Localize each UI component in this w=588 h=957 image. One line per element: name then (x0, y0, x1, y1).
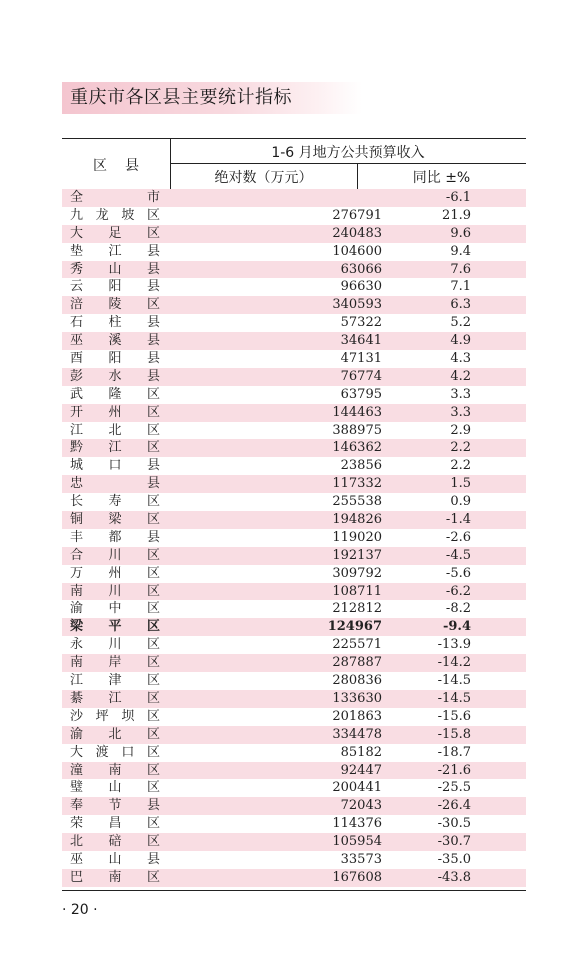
table-body (62, 189, 526, 887)
yoy-value: 5.2 (450, 315, 471, 331)
district-name: 大 足 区 (70, 225, 160, 241)
absolute-value: 334478 (332, 726, 382, 742)
district-name: 巫 溪 县 (70, 333, 160, 349)
absolute-value: 255538 (332, 494, 382, 510)
table-row (62, 493, 526, 511)
district-name: 璧 山 区 (70, 780, 160, 796)
district-name: 巫 山 县 (70, 851, 160, 867)
table-row (62, 350, 526, 368)
table-row (62, 386, 526, 404)
district-name: 垫 江 县 (70, 243, 160, 259)
table-row (62, 618, 526, 636)
district-name: 南 川 区 (70, 583, 160, 599)
yoy-value: -30.7 (437, 834, 471, 850)
district-name: 石 柱 县 (70, 315, 160, 331)
yoy-value: 9.6 (450, 225, 471, 241)
district-name: 渝 北 区 (70, 726, 160, 742)
yoy-value: 4.9 (450, 333, 471, 349)
district-name: 长 寿 区 (70, 494, 160, 510)
yoy-value: -5.6 (445, 565, 471, 581)
absolute-value: 194826 (332, 512, 382, 528)
table-row (62, 207, 526, 225)
district-name: 涪 陵 区 (70, 297, 160, 313)
yoy-value: -21.6 (437, 762, 471, 778)
absolute-value: 105954 (332, 834, 382, 850)
yoy-value: -4.5 (445, 547, 471, 563)
table-row (62, 779, 526, 797)
yoy-value: -13.9 (437, 637, 471, 653)
yoy-value: -9.4 (442, 619, 471, 635)
yoy-value: 3.3 (450, 386, 471, 402)
absolute-value: 287887 (332, 655, 382, 671)
absolute-value: 76774 (340, 368, 382, 384)
district-name: 綦 江 区 (70, 690, 160, 706)
table-row (62, 815, 526, 833)
yoy-value: 21.9 (442, 207, 471, 223)
yoy-value: -14.2 (437, 655, 471, 671)
yoy-value: -1.4 (445, 512, 471, 528)
district-name: 云 阳 县 (70, 279, 160, 295)
yoy-value: -18.7 (437, 744, 471, 760)
table-row (62, 547, 526, 565)
table-row (62, 672, 526, 690)
yoy-value: -6.2 (445, 583, 471, 599)
table-bottom-rule (62, 890, 526, 891)
absolute-value: 144463 (332, 404, 382, 420)
absolute-value: 96630 (340, 279, 382, 295)
header-yoy: 同比 ±% (412, 170, 471, 186)
absolute-value: 63795 (340, 386, 382, 402)
yoy-value: -43.8 (437, 869, 471, 885)
district-name: 开 州 区 (70, 404, 160, 420)
yoy-value: 3.3 (450, 404, 471, 420)
district-name: 渝 中 区 (70, 601, 160, 617)
header-absolute: 绝对数（万元） (214, 170, 313, 186)
absolute-value: 201863 (332, 708, 382, 724)
page-number: · 20 · (62, 902, 98, 918)
district-name: 巴 南 区 (70, 869, 160, 885)
table-row (62, 404, 526, 422)
yoy-value: 9.4 (450, 243, 471, 259)
table-row (62, 529, 526, 547)
table-row (62, 851, 526, 869)
yoy-value: -26.4 (437, 798, 471, 814)
absolute-value: 212812 (332, 601, 382, 617)
district-name: 北 碚 区 (70, 834, 160, 850)
yoy-value: -15.6 (437, 708, 471, 724)
table-top-rule (62, 138, 526, 139)
absolute-value: 225571 (332, 637, 382, 653)
district-name: 南 岸 区 (70, 655, 160, 671)
yoy-value: 4.3 (450, 351, 471, 367)
table-row (62, 314, 526, 332)
absolute-value: 146362 (332, 440, 382, 456)
header-divider-rule (170, 163, 526, 164)
district-name: 全 市 (70, 190, 160, 205)
absolute-value: 104600 (332, 243, 382, 259)
absolute-value: 124967 (327, 619, 382, 635)
table-row (62, 869, 526, 887)
district-name: 潼 南 区 (70, 762, 160, 778)
table-row (62, 797, 526, 815)
yoy-value: -8.2 (445, 601, 471, 617)
district-name: 万 州 区 (70, 565, 160, 581)
yoy-value: 2.9 (450, 422, 471, 438)
yoy-value: 2.2 (450, 458, 471, 474)
table-row (62, 332, 526, 350)
table-row (62, 368, 526, 386)
yoy-value: -14.5 (437, 690, 471, 706)
page-title: 重庆市各区县主要统计指标 (70, 87, 292, 108)
table-row (62, 762, 526, 780)
district-name: 江 津 区 (70, 673, 160, 689)
absolute-value: 34641 (340, 333, 382, 349)
district-name: 江 北 区 (70, 422, 160, 438)
district-name: 秀 山 县 (70, 261, 160, 277)
table-row (62, 278, 526, 296)
table-row (62, 243, 526, 261)
absolute-value: 47131 (340, 351, 382, 367)
absolute-value: 108711 (332, 583, 382, 599)
yoy-value: -35.0 (437, 851, 471, 867)
table-row (62, 457, 526, 475)
header-district: 区县 (93, 158, 157, 174)
district-name: 沙 坪 坝 区 (70, 708, 160, 724)
absolute-value: 276791 (332, 207, 382, 223)
absolute-value: 72043 (340, 798, 382, 814)
district-name: 彭 水 县 (70, 368, 160, 384)
yoy-value: 4.2 (450, 368, 471, 384)
district-name: 黔 江 区 (70, 440, 160, 456)
table-row (62, 475, 526, 493)
absolute-value: 167608 (332, 869, 382, 885)
yoy-value: 7.1 (450, 279, 471, 295)
yoy-value: -6.1 (445, 190, 471, 205)
table-row (62, 422, 526, 440)
district-name: 永 川 区 (70, 637, 160, 653)
district-name: 合 川 区 (70, 547, 160, 563)
district-name: 奉 节 县 (70, 798, 160, 814)
yoy-value: 0.9 (450, 494, 471, 510)
absolute-value: 240483 (332, 225, 382, 241)
table-row (62, 261, 526, 279)
district-name: 丰 都 县 (70, 529, 160, 545)
absolute-value: 23856 (340, 458, 382, 474)
district-name: 武 隆 区 (70, 386, 160, 402)
absolute-value: 119020 (332, 529, 382, 545)
district-name: 城 口 县 (70, 458, 160, 474)
district-name: 大 渡 口 区 (70, 744, 160, 760)
table-row (62, 189, 526, 207)
table-row (62, 439, 526, 457)
table-row (62, 511, 526, 529)
yoy-value: -25.5 (437, 780, 471, 796)
yoy-value: 1.5 (450, 476, 471, 492)
table-row (62, 636, 526, 654)
absolute-value: 133630 (332, 690, 382, 706)
table-row (62, 600, 526, 618)
district-name: 九 龙 坡 区 (70, 207, 160, 223)
yoy-value: -15.8 (437, 726, 471, 742)
absolute-value: 117332 (332, 476, 382, 492)
absolute-value: 114376 (332, 816, 382, 832)
absolute-value: 92447 (340, 762, 382, 778)
table-row (62, 690, 526, 708)
table-row (62, 744, 526, 762)
yoy-value: -2.6 (445, 529, 471, 545)
absolute-value: 33573 (340, 851, 382, 867)
absolute-value: 309792 (332, 565, 382, 581)
table-row (62, 583, 526, 601)
yoy-value: 6.3 (450, 297, 471, 313)
absolute-value: 57322 (340, 315, 382, 331)
header-revenue-group: 1-6 月地方公共预算收入 (271, 145, 425, 161)
table-row (62, 225, 526, 243)
absolute-value: 200441 (332, 780, 382, 796)
yoy-value: -14.5 (437, 673, 471, 689)
table-row (62, 565, 526, 583)
district-name: 铜 梁 区 (70, 512, 160, 528)
table-row (62, 726, 526, 744)
yoy-value: -30.5 (437, 816, 471, 832)
district-name: 忠 县 (70, 476, 160, 492)
table-row (62, 296, 526, 314)
absolute-value: 192137 (332, 547, 382, 563)
absolute-value: 85182 (340, 744, 382, 760)
table-row (62, 708, 526, 726)
yoy-value: 7.6 (450, 261, 471, 277)
absolute-value: 340593 (332, 297, 382, 313)
table-row (62, 654, 526, 672)
district-name: 酉 阳 县 (70, 351, 160, 367)
absolute-value: 63066 (340, 261, 382, 277)
absolute-value: 388975 (332, 422, 382, 438)
table-row (62, 833, 526, 851)
district-name: 梁 平 区 (70, 619, 160, 635)
absolute-value: 280836 (332, 673, 382, 689)
yoy-value: 2.2 (450, 440, 471, 456)
district-name: 荣 昌 区 (70, 816, 160, 832)
